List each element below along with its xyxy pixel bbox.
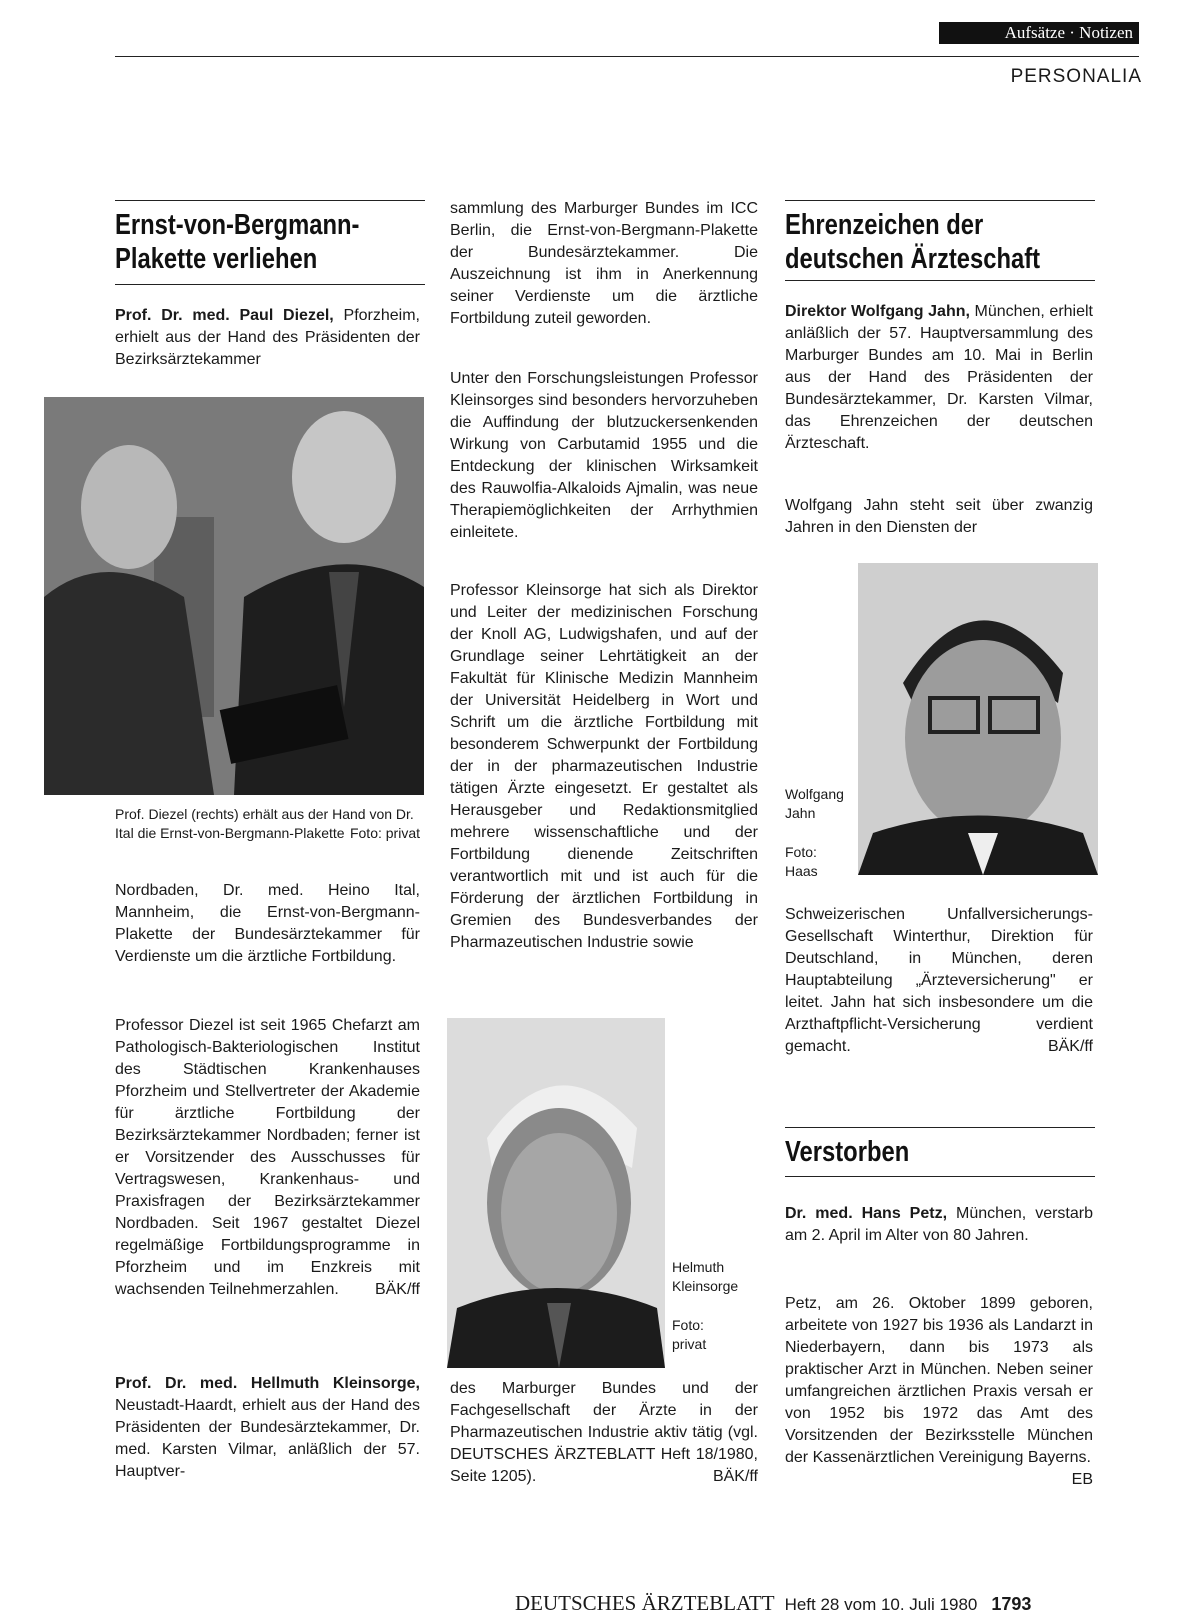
col3-intro	[785, 301, 1093, 455]
col1-headline	[115, 208, 359, 276]
col2-photo-credit-line2: privat	[672, 1336, 707, 1352]
jahn-portrait-photo	[858, 563, 1098, 875]
award-ceremony-illustration	[44, 397, 424, 795]
col3-photo-credit-line1: Foto:	[785, 844, 817, 860]
footer-journal: DEUTSCHES ÄRZTEBLATT	[515, 1591, 775, 1615]
col3-para-3	[785, 904, 1093, 1058]
col1-para-1: Nordbaden, Dr. med. Heino Ital, Mannheim, die Ernst-von-Bergmann-Plakette der Bundesärztekammer für Verdienste um die ärztliche Fortbildung.	[115, 882, 420, 965]
col3-photo-caption-line2: Jahn	[785, 805, 816, 821]
col1-para-2	[115, 1015, 420, 1301]
col3-headline-line2: deutschen Ärzteschaft	[785, 243, 1041, 275]
col3-verstorben-rule	[785, 1176, 1095, 1177]
award-ceremony-photo	[44, 397, 424, 795]
footer-page-number: 1793	[991, 1594, 1032, 1614]
col3-para-2: Wolfgang Jahn steht seit über zwanzig Jahren in den Diensten der	[785, 497, 1093, 536]
col1-headline-rule	[115, 284, 425, 285]
col2-para-3: Professor Kleinsorge hat sich als Direktor und Leiter der medizinischen Forschung der Knoll AG, Ludwigshafen, und auf der Grundlage seiner Lehrtätigkeit an der Fakultät für Klinische Medizin Mannheim der Universität Heidelberg in Wort und Schrift um die ärztliche Fortbildung mit besonderem Schwerpunkt der Fortbildung der in der pharmazeutischen Industrie tätigen Ärzte eingesetzt. Er gestaltet als Herausgeber und Redaktionsmitglied mehrere wissenschaftliche und der Fortbildung dienende Zeitschriften verantwortlich mit und ist auch für die Förderung der ärztlichen Fortbildung in Gremien des Bundesverbandes der Pharmazeutischen Industrie sowie	[450, 582, 758, 951]
col2-photo-caption-line1: Helmuth	[672, 1259, 725, 1275]
col1-para-2-sign: BÄK/ff	[374, 1281, 420, 1298]
col2-para-4-sign: BÄK/ff	[712, 1468, 758, 1485]
col1-photo-caption-text: Prof. Diezel (rechts) erhält aus der Hand von Dr. Ital die Ernst-von-Bergmann-Plakette	[115, 806, 414, 841]
col2-para-1: sammlung des Marburger Bundes im ICC Berlin, die Ernst-von-Bergmann-Plakette der Bundesärztekammer. Die Auszeichnung ist ihm in Anerkennung seiner Verdienste um die ärztliche Fortbildung zuteil geworden.	[450, 200, 758, 327]
col3-headline-line1: Ehrenzeichen der	[785, 209, 984, 241]
col1-photo-credit: Foto: privat	[349, 825, 420, 841]
col3-photo-credit-line2: Haas	[785, 863, 818, 879]
header-rule	[115, 56, 1139, 57]
col3-photo-credit	[785, 843, 857, 881]
col1-para-2-text: Professor Diezel ist seit 1965 Chefarzt am Pathologisch-Bakteriologischen Institut des Städtischen Krankenhauses Pforzheim und Stellvertreter der Akademie für ärztliche Fortbildung der Bezirksärztekammer Nordbaden; ferner ist er Vorsitzender des Ausschusses für Vertragswesen, Krankenhaus- und Praxisfragen der Bezirksärztekammer Nordbaden. Seit 1967 gestaltet Diezel regelmäßige Fortbildungsprogramme in Pforzheim und im Enzkreis mit wachsenden Teilnehmerzahlen.	[115, 1017, 420, 1298]
col3-para-4-name: Dr. med. Hans Petz,	[785, 1205, 948, 1222]
col2-photo-caption-line2: Kleinsorge	[672, 1278, 739, 1294]
kleinsorge-portrait-illustration	[447, 1018, 665, 1368]
col3-headline-verstorben: Verstorben	[785, 1136, 910, 1168]
col1-para-3-name: Prof. Dr. med. Hellmuth Kleinsorge,	[115, 1375, 420, 1392]
col2-photo-credit-line1: Foto:	[672, 1317, 704, 1333]
kleinsorge-portrait-photo	[447, 1018, 665, 1368]
jahn-portrait-illustration	[858, 563, 1098, 875]
col2-photo-caption	[672, 1258, 762, 1296]
col1-intro	[115, 305, 420, 371]
footer-issue: Heft 28 vom 10. Juli 1980	[784, 1595, 978, 1614]
col1-intro-text: Pforzheim, erhielt aus der Hand des Präsidenten der Bezirksärztekammer	[115, 307, 421, 368]
col3-intro-text: München, erhielt anläßlich der 57. Hauptversammlung des Marburger Bundes am 10. Mai in Berlin aus der Hand des Präsidenten der Bundesärztekammer, Dr. Karsten Vilmar, das Ehrenzeichen der deutschen Ärzteschaft.	[785, 303, 1093, 452]
col2-para-4-text: des Marburger Bundes und der Fachgesellschaft der Ärzte in der Pharmazeutischen Industrie aktiv tätig (vgl. DEUTSCHES ÄRZTEBLATT Heft 18/1980, Seite 1205).	[450, 1380, 758, 1485]
col3-para-5-text: Petz, am 26. Oktober 1899 geboren, arbeitete von 1927 bis 1936 als Landarzt in Niederbayern, dann bis 1973 als praktischer Arzt in München. Neben seiner umfangreichen ärztlichen Praxis versah er von 1952 bis 1972 das Amt des Vorsitzenden der Bezirksstelle München der Kassenärztlichen Vereinigung Bayerns.	[785, 1295, 1093, 1466]
col3-para-3-sign: BÄK/ff	[1047, 1038, 1093, 1055]
col3-verstorben-top-rule	[785, 1127, 1095, 1128]
col1-intro-name: Prof. Dr. med. Paul Diezel,	[115, 307, 334, 324]
col3-para-3-text: Schweizerischen Unfallversicherungs-Gesellschaft Winterthur, Direktion für Deutschland, in München, deren Hauptabteilung „Ärzteversicherung" er leitet. Jahn hat sich insbesondere um die Arzthaftpflicht-Versicherung verdient gemacht.	[785, 906, 1093, 1055]
section-tag: Aufsätze · Notizen	[939, 22, 1139, 44]
col1-para-3-text: Neustadt-Haardt, erhielt aus der Hand des Präsidenten der Bundesärztekammer, Dr. med. Karsten Vilmar, anläßlich der 57. Hauptver-	[115, 1397, 420, 1480]
col1-photo-caption	[115, 805, 420, 843]
col3-para-4-text: München, verstarb am 2. April im Alter von 80 Jahren.	[785, 1205, 1094, 1244]
col3-para-5	[785, 1293, 1093, 1491]
page-footer	[515, 1591, 1031, 1616]
col3-intro-name: Direktor Wolfgang Jahn,	[785, 303, 970, 320]
col2-photo-credit	[672, 1316, 762, 1354]
col1-para-3	[115, 1373, 420, 1483]
col3-para-5-sign: EB	[1071, 1471, 1093, 1488]
col2-para-4	[450, 1378, 758, 1488]
col2-para-2: Unter den Forschungsleistungen Professor Kleinsorges sind besonders hervorzuheben die Auffindung der blutzuckersenkenden Wirkung von Carbutamid 1955 und die Entdeckung der klinischen Wirksamkeit des Rauwolfia-Alkaloids Ajmalin, was neue Therapiemöglichkeiten der Arrhythmien einleitete.	[450, 370, 758, 541]
col1-headline-line1: Ernst-von-Bergmann-	[115, 209, 360, 241]
col3-para-4	[785, 1203, 1093, 1247]
col1-headline-line2: Plakette verliehen	[115, 243, 318, 275]
col3-headline	[785, 208, 1040, 276]
col3-top-rule	[785, 200, 1095, 201]
col3-headline-rule	[785, 280, 1095, 281]
col3-photo-caption-line1: Wolfgang	[785, 786, 844, 802]
col1-top-rule	[115, 200, 425, 201]
col3-photo-caption	[785, 785, 857, 823]
section-label: PERSONALIA	[1010, 66, 1142, 87]
